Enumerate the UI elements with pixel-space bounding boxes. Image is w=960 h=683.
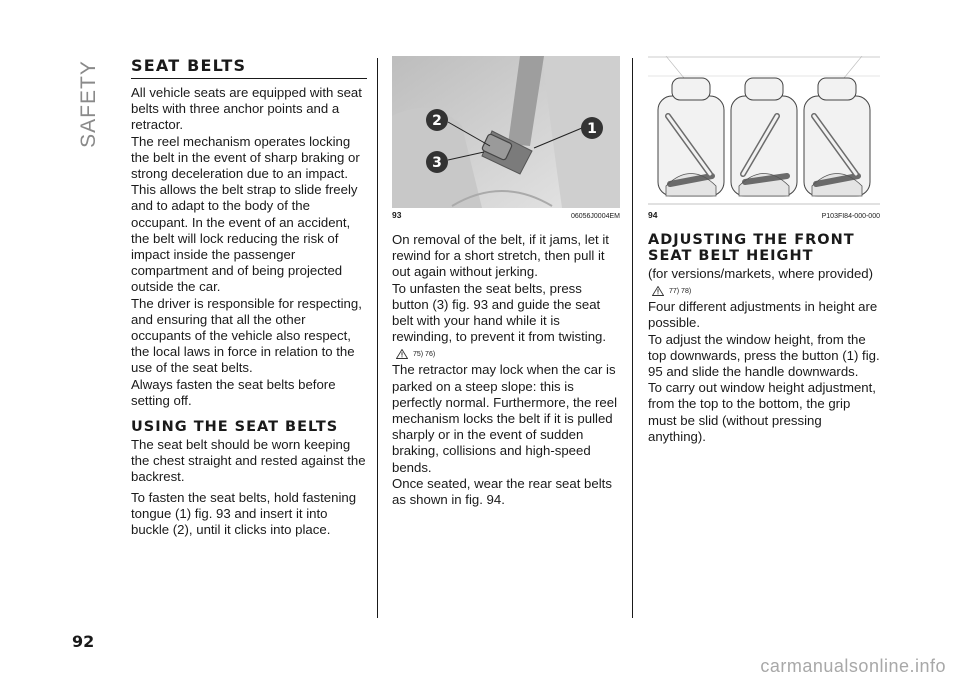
warning-refs: 75) 76) [413, 350, 436, 358]
paragraph: The retractor may lock when the car is parked on a steep slope: this is perfectly normal. Furthermore, the reel mechanism locks the belt if it is pulled sharply or in the event of sudden braking, collisions and high-speed bends. [392, 362, 618, 475]
figure-94-image [648, 56, 880, 208]
callout-3: 3 [432, 155, 442, 171]
paragraph: Always fasten the seat belts before setting off. [131, 376, 336, 408]
rear-seat-belts-illustration [648, 56, 880, 208]
section-side-label [72, 44, 106, 164]
paragraph: To carry out window height adjustment, from the top to the bottom, the grip must be slid (without pressing anything). [648, 380, 876, 444]
column-divider-1 [377, 58, 378, 618]
figure-number: 93 [392, 210, 402, 220]
figure-93-image [392, 56, 620, 208]
column-divider-2 [632, 58, 633, 618]
warning-triangle-icon [396, 349, 408, 359]
section-side-label-text: SAFETY [77, 60, 100, 148]
subsection-title: USING THE SEAT BELTS [131, 419, 339, 436]
section-title: SEAT BELTS [131, 56, 367, 79]
warning-reference [396, 349, 620, 359]
paragraph: (for versions/markets, where provided) [648, 266, 873, 281]
callout-1: 1 [587, 121, 597, 137]
column-1 [131, 56, 367, 538]
warning-triangle-icon [652, 286, 664, 296]
figure-code: P103FI84-000-000 [821, 213, 880, 220]
figure-code: 06056J0004EM [570, 213, 620, 220]
page-number: 92 [72, 632, 95, 651]
paragraph: The seat belt should be worn keeping the chest straight and rested against the backrest. [131, 437, 366, 485]
paragraph: All vehicle seats are equipped with seat belts with three anchor points and a retractor. [131, 85, 362, 133]
seat-belt-buckle-illustration [392, 56, 620, 208]
column-2 [392, 56, 620, 508]
figure-94-caption [648, 210, 880, 220]
callout-2: 2 [432, 113, 442, 129]
paragraph: To fasten the seat belts, hold fastening tongue (1) fig. 93 and insert it into buckle (2), until it clicks into place. [131, 489, 357, 538]
warning-reference [652, 286, 880, 296]
paragraph: To unfasten the seat belts, press button (3) fig. 93 and guide the seat belt with your hand while it is rewinding, to prevent it from twisting. [392, 280, 607, 345]
paragraph: The reel mechanism operates locking the belt in the event of sharp braking or strong deceleration due to an impact. This allows the belt strap to slide freely and to adapt to the body of the occupant. In the event of an accident, the belt will lock reducing the risk of impact inside the passenger compartment and of being projected outside the car. [131, 133, 360, 295]
paragraph: On removal of the belt, if it jams, let it rewind for a short stretch, then pull it out again without jerking. [392, 232, 609, 280]
figure-93-caption [392, 210, 620, 220]
warning-refs: 77) 78) [669, 287, 692, 295]
figure-number: 94 [648, 210, 658, 220]
paragraph: To adjust the window height, from the top downwards, press the button (1) fig. 95 and slide the handle downwards. [648, 331, 880, 380]
subsection-title: ADJUSTING THE FRONT SEAT BELT HEIGHT [648, 232, 855, 264]
paragraph: Four different adjustments in height are possible. [648, 299, 878, 331]
column-3 [648, 56, 880, 445]
watermark: carmanualsonline.info [760, 656, 946, 676]
paragraph: The driver is responsible for respecting, and ensuring that all the other occupants of the vehicle also respect, the local laws in force in relation to the use of the seat belts. [131, 295, 362, 376]
paragraph: Once seated, wear the rear seat belts as shown in fig. 94. [392, 475, 612, 508]
